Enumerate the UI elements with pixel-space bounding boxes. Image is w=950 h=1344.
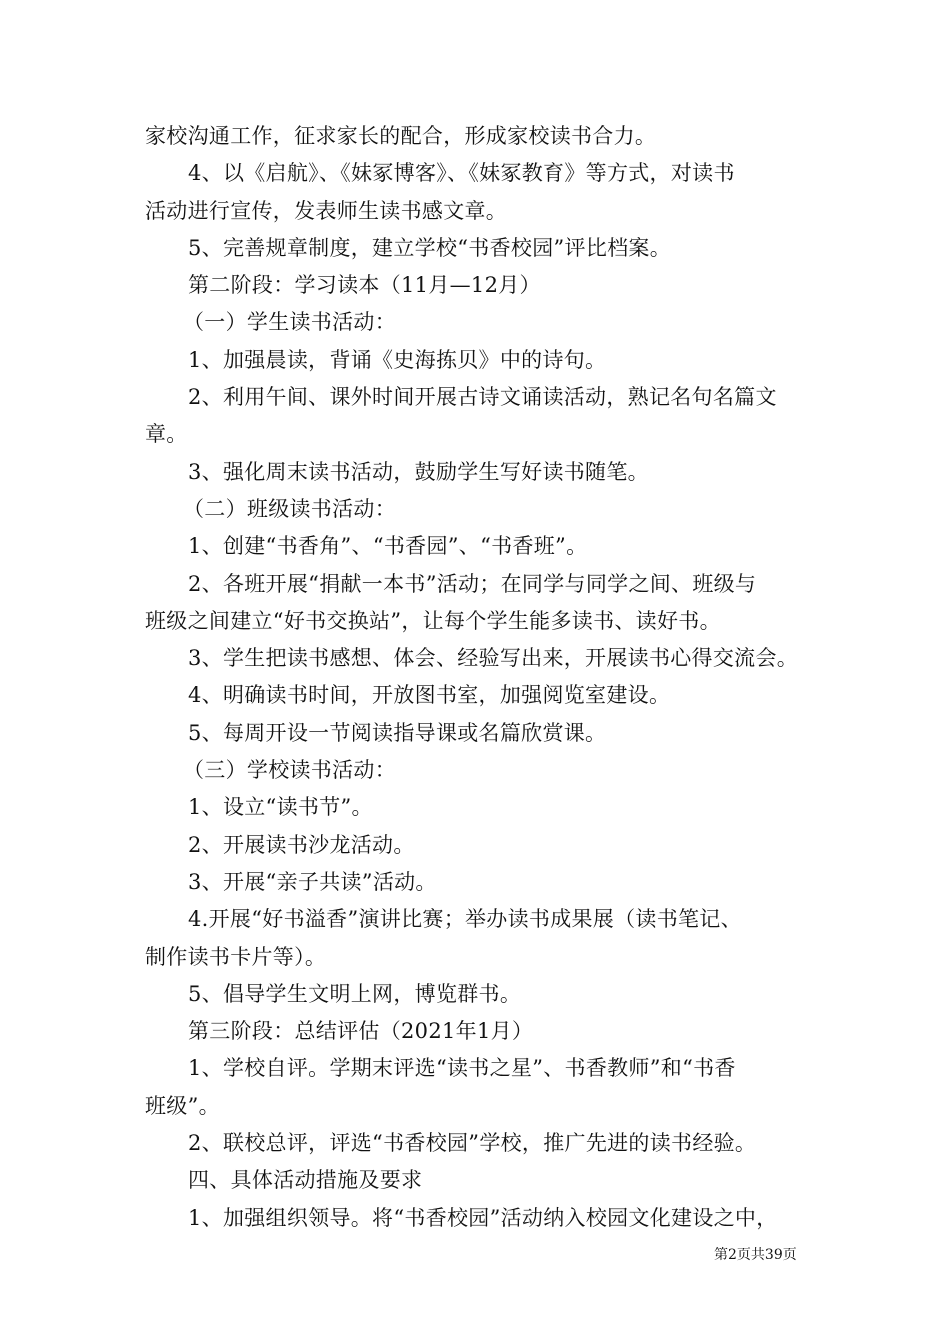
text-line: 4.开展“好书溢香”演讲比赛；举办读书成果展（读书笔记、 [188,907,742,932]
text-line: 班级之间建立“好书交换站”，让每个学生能多读书、读好书。 [145,608,721,633]
section-heading: 第三阶段：总结评估（2021年1月） [188,1019,534,1044]
text-line: 1、加强晨读，背诵《史海拣贝》中的诗句。 [188,347,607,372]
section-heading: 第二阶段：学习读本（11月—12月） [188,273,541,298]
text-line: 4、以《启航》、《妹冢博客》、《妹冢教育》等方式，对读书 [188,161,735,186]
text-line: 2、联校总评，评选“书香校园”学校，推广先进的读书经验。 [188,1131,757,1156]
text-line: 3、强化周末读书活动，鼓励学生写好读书随笔。 [188,459,649,484]
subsection-heading: （二）班级读书活动： [183,496,396,521]
text-line: 章。 [145,422,188,447]
section-heading: 四、具体活动措施及要求 [188,1168,423,1193]
text-line: 3、开展“亲子共读”活动。 [188,869,437,894]
text-line: 3、学生把读书感想、体会、经验写出来，开展读书心得交流会。 [188,646,799,671]
text-line: 活动进行宣传，发表师生读书感文章。 [145,198,508,223]
text-line: 1、设立“读书节”。 [188,795,373,820]
text-line: 班级”。 [145,1093,220,1118]
page-number: 第2页共39页 [714,1247,797,1263]
text-line: 1、学校自评。学期末评选“读书之星”、书香教师”和“书香 [188,1056,736,1081]
text-line: 1、加强组织领导。将“书香校园”活动纳入校园文化建设之中， [188,1205,778,1230]
subsection-heading: （一）学生读书活动： [183,310,396,335]
text-line: 5、每周开设一节阅读指导课或名篇欣赏课。 [188,720,607,745]
text-line: 2、利用午间、课外时间开展古诗文诵读活动，熟记名句名篇文 [188,385,777,410]
text-line: 制作读书卡片等）。 [145,944,327,969]
text-line: 2、开展读书沙龙活动。 [188,832,415,857]
document-body [145,118,835,1237]
text-line: 5、完善规章制度，建立学校“书香校园”评比档案。 [188,235,672,260]
subsection-heading: （三）学校读书活动： [183,758,396,783]
text-line: 家校沟通工作，征求家长的配合，形成家校读书合力。 [145,124,657,148]
text-line: 4、明确读书时间，开放图书室，加强阅览室建设。 [188,683,671,708]
text-line: 1、创建“书香角”、“书香园”、“书香班”。 [188,534,588,559]
text-line: 2、各班开展“捐献一本书”活动；在同学与同学之间、班级与 [188,571,757,596]
text-line: 5、倡导学生文明上网，博览群书。 [188,981,522,1006]
